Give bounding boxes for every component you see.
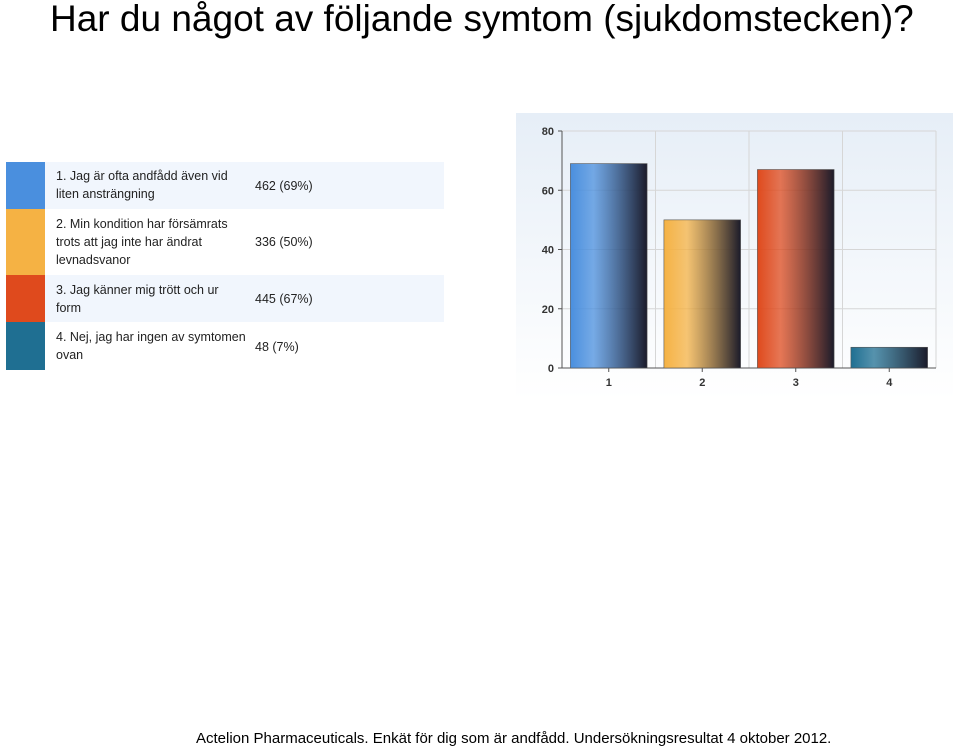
legend-label-2: 2. Min kondition har försämrats trots att jag inte har ändrat levnadsvanor xyxy=(56,217,228,267)
bar-chart-svg xyxy=(516,113,953,400)
y-tick-label: 20 xyxy=(541,303,554,316)
legend-value-4: 48 (7%) xyxy=(255,340,299,354)
legend-item-1 xyxy=(6,162,444,209)
legend-item-4 xyxy=(6,322,444,370)
y-tick-label: 0 xyxy=(547,363,554,375)
legend-swatch-3 xyxy=(6,275,45,322)
bar-4 xyxy=(851,347,928,368)
x-tick-label: 1 xyxy=(605,377,612,389)
legend-swatch-1 xyxy=(6,162,45,209)
bar-chart xyxy=(516,113,953,400)
legend-value-1: 462 (69%) xyxy=(255,179,313,193)
y-tick-label: 80 xyxy=(541,126,554,138)
bar-3 xyxy=(757,170,834,368)
legend-label-3: 3. Jag känner mig trött och ur form xyxy=(56,283,219,315)
legend-value-2: 336 (50%) xyxy=(255,235,313,249)
legend-item-2 xyxy=(6,209,444,275)
x-tick-label: 4 xyxy=(886,377,893,389)
bar-2 xyxy=(664,220,741,368)
legend-swatch-4 xyxy=(6,322,45,370)
legend-label-4: 4. Nej, jag har ingen av symtomen ovan xyxy=(56,330,246,362)
page-title: Har du något av följande symtom (sjukdomstecken)? xyxy=(50,0,914,39)
y-tick-label: 60 xyxy=(541,185,554,198)
legend-label-1: 1. Jag är ofta andfådd även vid liten ansträngning xyxy=(56,169,228,201)
y-tick-label: 40 xyxy=(541,244,554,257)
x-tick-label: 2 xyxy=(699,377,706,389)
x-tick-label: 3 xyxy=(792,377,799,389)
footer-text: Actelion Pharmaceuticals. Enkät för dig som är andfådd. Undersökningsresultat 4 oktober 2012. xyxy=(196,730,832,747)
legend-value-3: 445 (67%) xyxy=(255,292,313,306)
legend-item-3 xyxy=(6,275,444,322)
legend-swatch-2 xyxy=(6,209,45,275)
bar-1 xyxy=(570,164,647,368)
